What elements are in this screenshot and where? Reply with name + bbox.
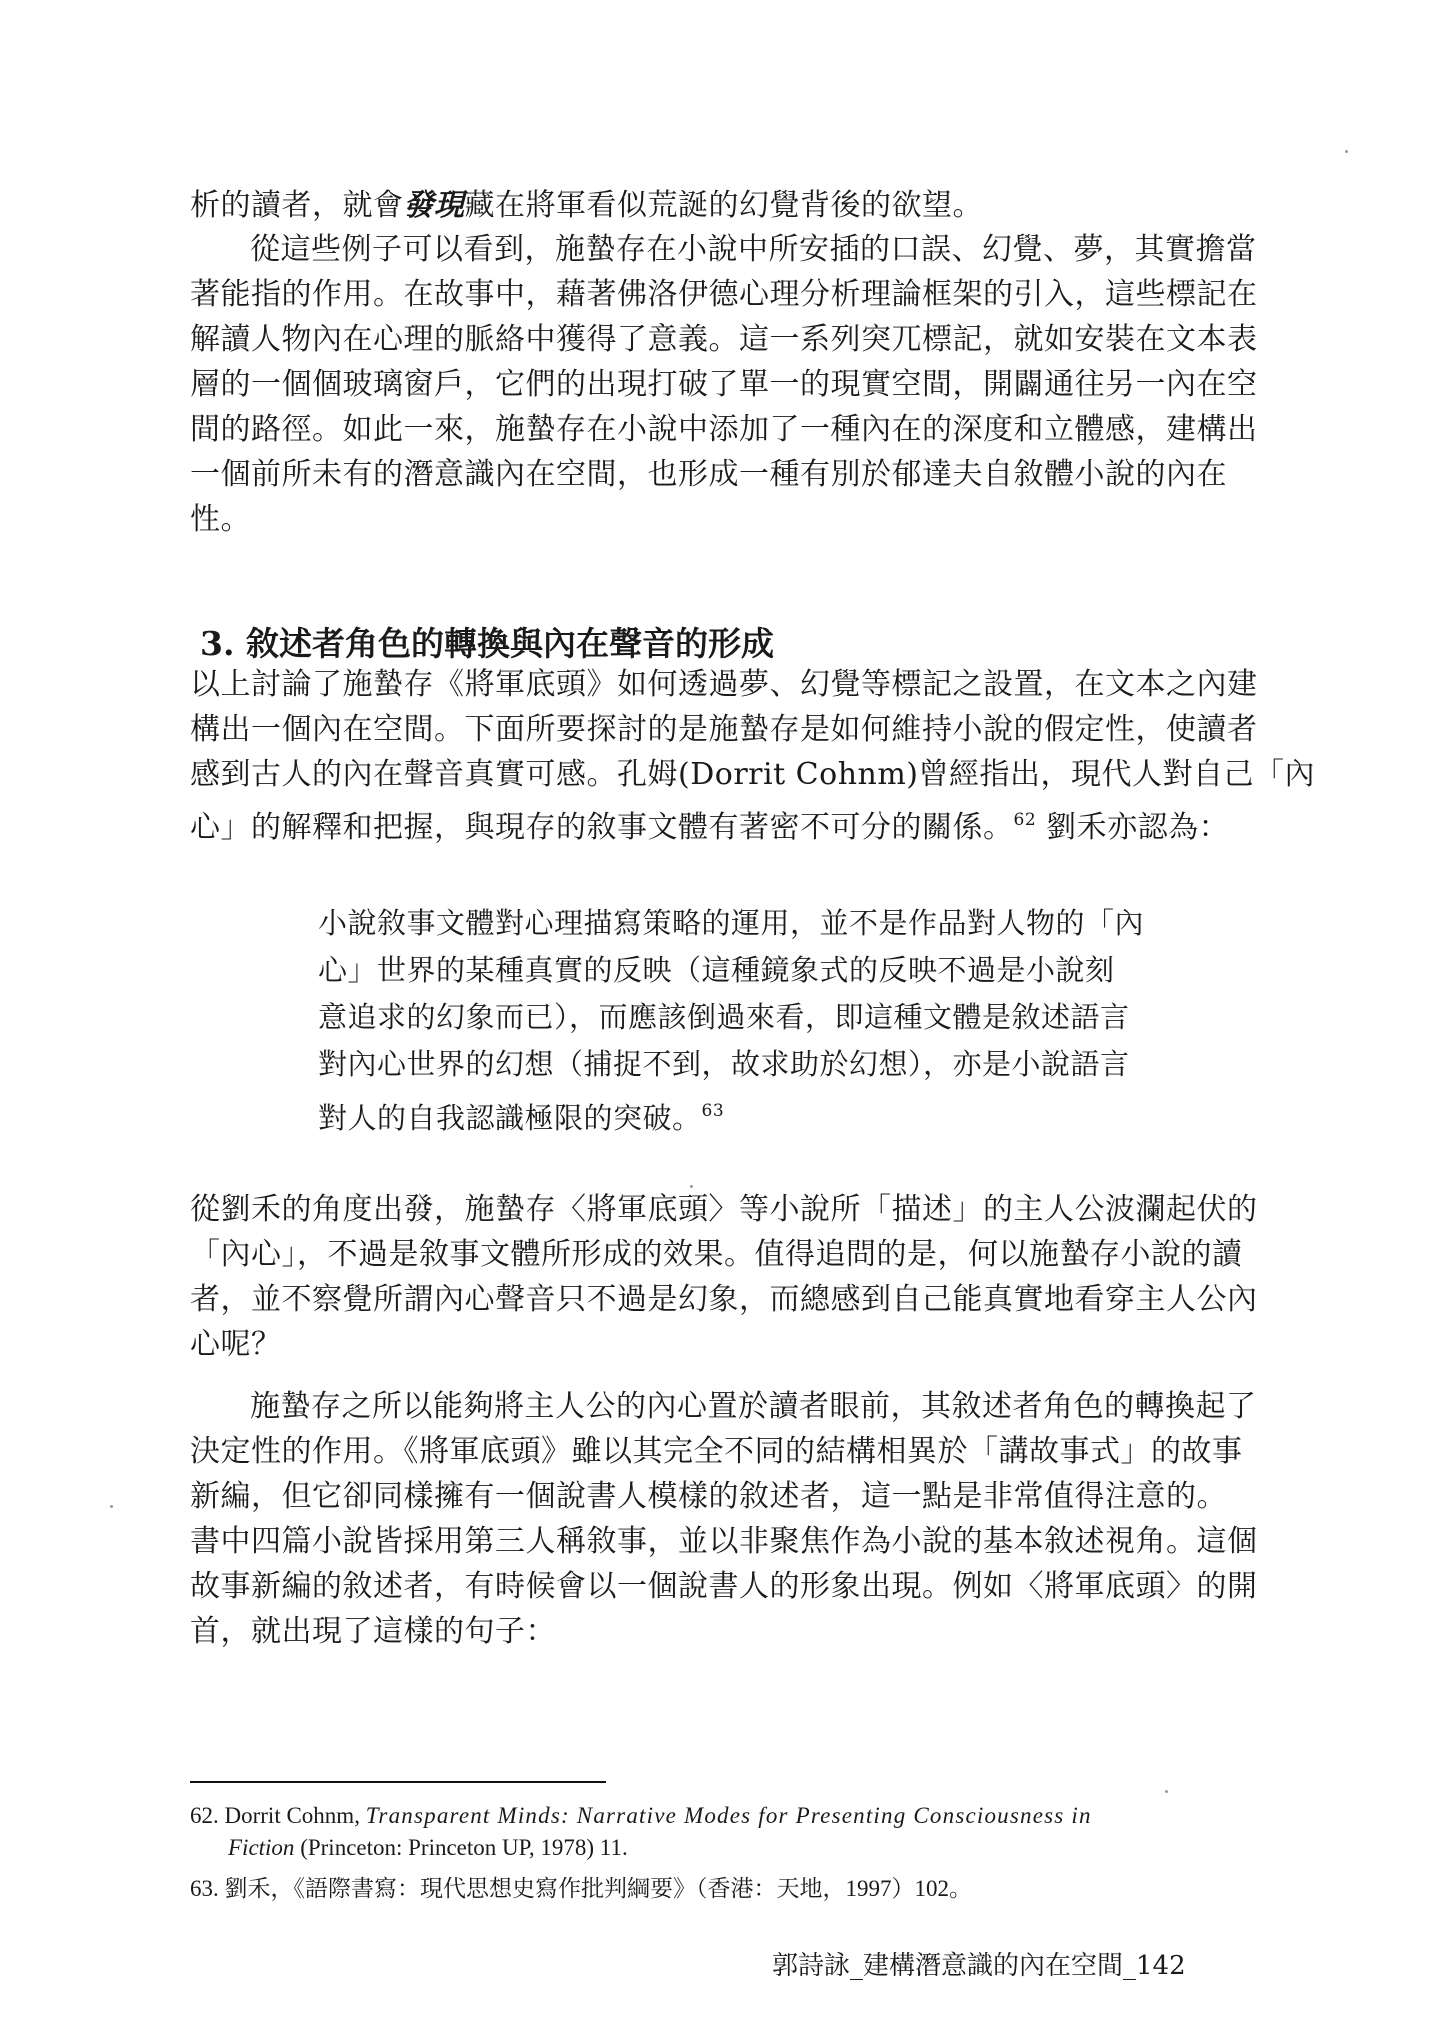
- body-line: 以上討論了施蟄存《將軍底頭》如何透過夢、幻覺等標記之設置，在文本之內建: [190, 667, 1258, 702]
- body-line: 構出一個內在空間。下面所要探討的是施蟄存是如何維持小說的假定性，使讀者: [190, 712, 1258, 747]
- body-line: 著能指的作用。在故事中，藉著佛洛伊德心理分析理論框架的引入，這些標記在: [190, 277, 1258, 312]
- body-line: 析的讀者，就會發現藏在將軍看似荒誕的幻覺背後的欲望。: [190, 188, 983, 223]
- body-line: 一個前所未有的潛意識內在空間，也形成一種有別於郁達夫自敘體小說的內在: [190, 457, 1227, 492]
- body-line: 「內心」，不過是敘事文體所形成的效果。值得追問的是，何以施蟄存小說的讀: [190, 1237, 1243, 1272]
- body-line: 從劉禾的角度出發，施蟄存〈將軍底頭〉等小說所「描述」的主人公波瀾起伏的: [190, 1192, 1258, 1227]
- block-quote-line: 心」世界的某種真實的反映（這種鏡象式的反映不過是小說刻: [318, 953, 1115, 987]
- body-line: 層的一個個玻璃窗戶，它們的出現打破了單一的現實空間，開闢通往另一內在空: [190, 367, 1258, 402]
- section-heading: 3. 敘述者角色的轉換與內在聲音的形成: [200, 624, 774, 663]
- block-quote-line: 對人的自我認識極限的突破。$^{63}$: [318, 1101, 725, 1135]
- block-quote-line: 意追求的幻象而已），而應該倒過來看，即這種文體是敘述語言: [318, 1000, 1130, 1034]
- body-line: 首，就出現了這樣的句子：: [190, 1614, 556, 1649]
- footnote-ref-62[interactable]: 62: [1013, 810, 1037, 830]
- body-line: 從這些例子可以看到，施蟄存在小說中所安插的口誤、幻覺、夢，其實擔當: [250, 232, 1257, 267]
- body-line: 間的路徑。如此一來，施蟄存在小說中添加了一種內在的深度和立體感，建構出: [190, 412, 1258, 447]
- body-line: 性。: [190, 502, 251, 537]
- footnote-63: 63. 劉禾，《語際書寫：現代思想史寫作批判綱要》（香港：天地，1997）102。: [190, 1876, 972, 1901]
- block-quote-line: 小說敘事文體對心理描寫策略的運用，並不是作品對人物的「內: [318, 906, 1145, 940]
- scan-speck: [110, 1505, 113, 1508]
- body-line: 心」的解釋和把握，與現存的敘事文體有著密不可分的關係。$^{62}$ 劉禾亦認為：: [190, 810, 1230, 845]
- footnote-62-cont: Fiction (Princeton: Princeton UP, 1978) 11.: [228, 1835, 628, 1860]
- body-line: 心呢？: [190, 1327, 282, 1362]
- body-line: 書中四篇小說皆採用第三人稱敘事，並以非聚焦作為小說的基本敘述視角。這個: [190, 1524, 1258, 1559]
- scan-speck: [1165, 1790, 1168, 1793]
- body-line: 施蟄存之所以能夠將主人公的內心置於讀者眼前，其敘述者角色的轉換起了: [250, 1389, 1257, 1424]
- body-line: 解讀人物內在心理的脈絡中獲得了意義。這一系列突兀標記，就如安裝在文本表: [190, 322, 1258, 357]
- footnote-62: 62. Dorrit Cohnm, Transparent Minds: Narrative Modes for Presenting Consciousness in: [190, 1803, 1092, 1828]
- page-footer: 郭詩詠_建構潛意識的內在空間_142: [772, 1951, 1186, 1981]
- body-line: 故事新編的敘述者，有時候會以一個說書人的形象出現。例如〈將軍底頭〉的開: [190, 1569, 1258, 1604]
- scan-speck: [1345, 150, 1348, 153]
- body-line: 新編，但它卻同樣擁有一個說書人模樣的敘述者，這一點是非常值得注意的。: [190, 1479, 1227, 1514]
- footnote-ref-63[interactable]: 63: [701, 1101, 725, 1121]
- body-line: 感到古人的內在聲音真實可感。孔姆(Dorrit Cohnm)曾經指出，現代人對自己「內: [190, 757, 1315, 792]
- block-quote-line: 對內心世界的幻想（捕捉不到，故求助於幻想），亦是小說語言: [318, 1047, 1130, 1081]
- body-line: 決定性的作用。《將軍底頭》雖以其完全不同的結構相異於「講故事式」的故事: [190, 1434, 1243, 1469]
- scan-speck: [690, 1185, 693, 1188]
- body-line: 者，並不察覺所謂內心聲音只不過是幻象，而總感到自己能真實地看穿主人公內: [190, 1282, 1258, 1317]
- footnote-separator: [190, 1781, 606, 1783]
